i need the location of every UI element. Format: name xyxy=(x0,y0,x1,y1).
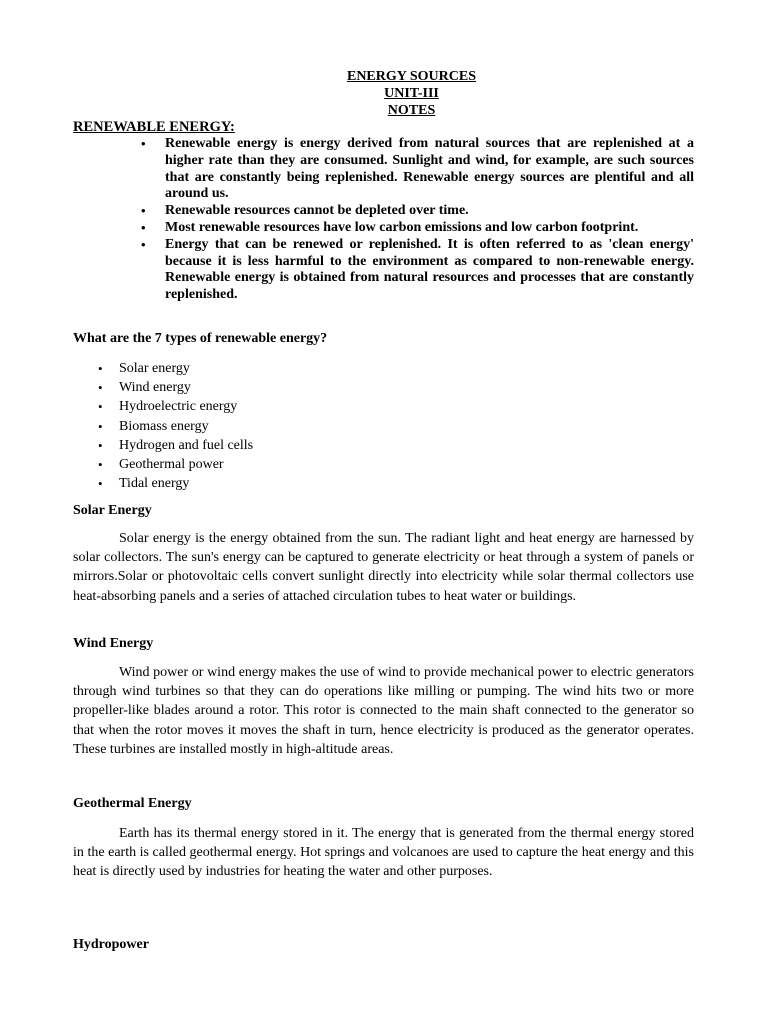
energy-types-list xyxy=(98,359,254,493)
title-block xyxy=(0,68,768,119)
list-item-text: Hydrogen and fuel cells xyxy=(119,437,254,453)
bullet-icon: • xyxy=(98,380,103,396)
list-item-text: Hydroelectric energy xyxy=(119,399,238,415)
geothermal-paragraph: Earth has its thermal energy stored in it. The energy that is generated from the thermal energy stored in the earth is called geothermal energy. Hot springs and volcanoes are used to capture the heat energy and this heat is directly used by industries for heating the water and other purposes. xyxy=(73,826,694,880)
bullet-icon: • xyxy=(141,219,146,235)
hydropower-heading: Hydropower xyxy=(73,937,149,952)
bullet-icon: • xyxy=(98,399,103,415)
unit-label: UNIT-III xyxy=(384,86,439,101)
list-item xyxy=(98,378,253,397)
list-item-text: Most renewable resources have low carbon emissions and low carbon footprint. xyxy=(165,219,639,235)
list-item-text: Energy that can be renewed or replenished. It is often referred to as 'clean energy' because it is less harmful to the environment as compared to non-renewable energy. Renewable energy is obtained from natural resources and processes that are constantly replenished. xyxy=(165,236,694,303)
list-item xyxy=(98,455,253,474)
bullet-icon: • xyxy=(98,476,103,492)
doc-title: ENERGY SOURCES xyxy=(346,69,476,84)
list-item-text: Wind energy xyxy=(119,380,191,396)
bullet-icon: • xyxy=(141,236,146,252)
renewable-points-list xyxy=(141,136,694,304)
wind-paragraph: Wind power or wind energy makes the use of wind to provide mechanical power to electric generators through wind turbines so that they can do operations like milling or pumping. The wind hits two or more propeller-like blades around a rotor. This rotor is connected to the main shaft connected to the generator so that when the rotor moves it moves the shaft in turn, hence electricity is produced as the generator operates. These turbines are installed mostly in high-altitude areas. xyxy=(73,665,694,757)
bullet-icon: • xyxy=(141,203,146,219)
types-question: What are the 7 types of renewable energy? xyxy=(73,331,328,346)
list-item xyxy=(98,397,253,416)
renewable-heading: RENEWABLE ENERGY: xyxy=(73,119,235,135)
bullet-icon: • xyxy=(98,457,103,473)
geothermal-heading: Geothermal Energy xyxy=(73,796,192,811)
list-item xyxy=(141,236,694,304)
list-item xyxy=(141,219,694,237)
list-item-text: Renewable resources cannot be depleted over time. xyxy=(165,203,469,219)
notes-label: NOTES xyxy=(387,103,436,118)
list-item xyxy=(98,436,254,455)
list-item-text: Tidal energy xyxy=(119,476,190,492)
list-item xyxy=(141,136,694,203)
bullet-icon: • xyxy=(98,418,103,434)
wind-heading: Wind Energy xyxy=(73,636,154,651)
list-item xyxy=(98,359,253,378)
bullet-icon: • xyxy=(141,136,146,151)
list-item-text: Solar energy xyxy=(119,361,190,376)
solar-paragraph: Solar energy is the energy obtained from the sun. The radiant light and heat energy are harnessed by solar collectors. The sun's energy can be captured to generate electricity or heat through a system of panels or mirrors.Solar or photovoltaic cells convert sunlight directly into electricity while solar thermal collectors use heat-absorbing panels and a series of attached circulation tubes to heat water or buildings. xyxy=(73,531,694,604)
list-item-text: Biomass energy xyxy=(119,418,209,434)
list-item xyxy=(98,417,253,436)
list-item xyxy=(98,474,253,493)
list-item-text: Renewable energy is energy derived from natural sources that are replenished at a higher rate than they are consumed. Sunlight and wind, for example, are such sources that are constantly being replenished. Renewable energy sources are plentiful and all around us. xyxy=(165,136,694,202)
bullet-icon: • xyxy=(98,437,103,453)
solar-heading: Solar Energy xyxy=(73,503,152,518)
bullet-icon: • xyxy=(98,361,103,376)
list-item-text: Geothermal power xyxy=(119,457,224,473)
list-item xyxy=(141,203,694,220)
